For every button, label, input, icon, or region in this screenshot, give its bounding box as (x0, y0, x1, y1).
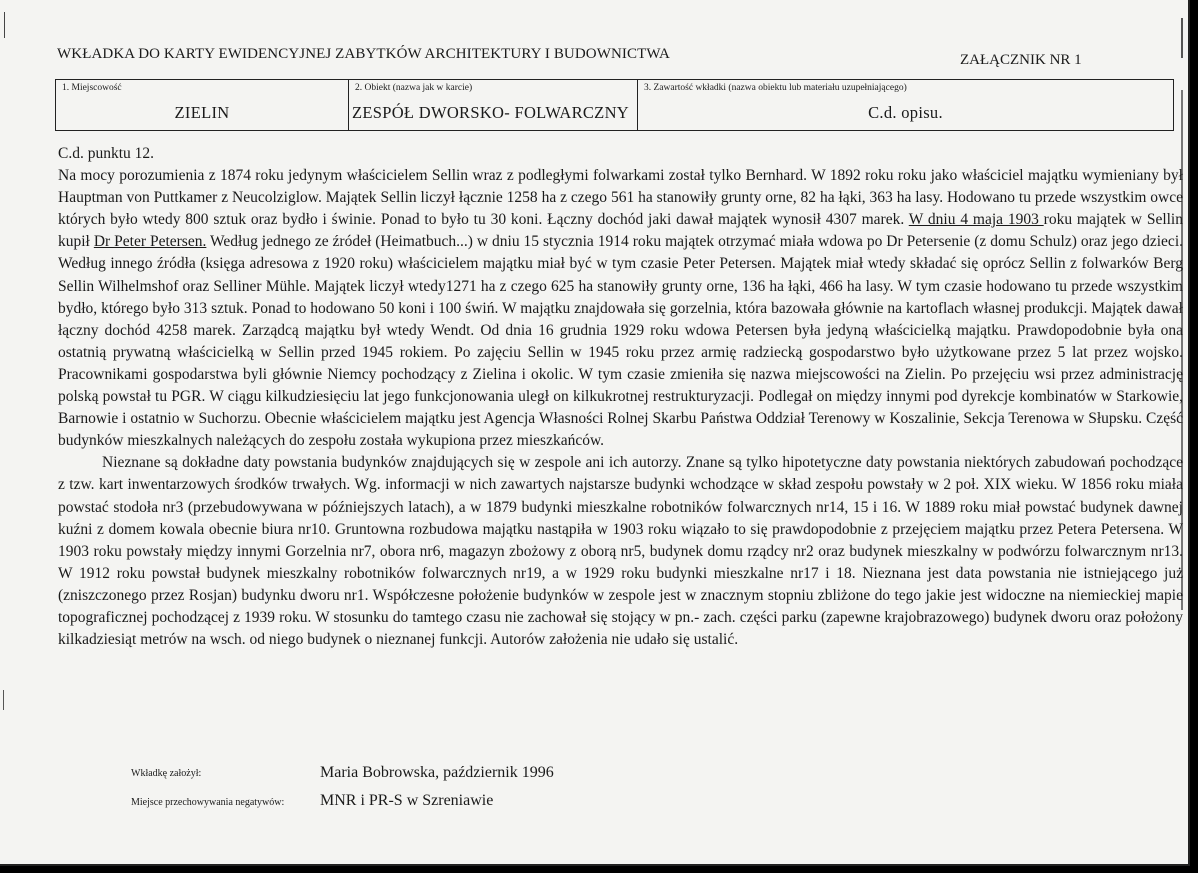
body-text: Na mocy porozumienia z 1874 roku jedynym właścicielem Sellin wraz z podległymi folwarkami został tylko Bernhard. W 1892 roku roku jako właściciel majątku wymieniany był Hauptman von Puttkamer z Neucolziglow. Majątek Sellin liczył łącznie 1258 ha z czego 561 ha stanowiły grunty orne, 82 ha łąki, 363 ha lasy. Hodowano tu przede wszystkim owce których było wtedy 800 sztuk oraz bydło i świnie. Ponad to było tu 30 koni. Łączny dochód jaki dawał majątek wynosił 4307 marek. (58, 167, 1183, 229)
body-text: Według jednego ze źródeł (Heimatbuch...) w dniu 15 stycznia 1914 roku majątek otrzymać miała wdowa po Dr Petersenie (z domu Schulz) oraz jego dzieci. Według innego źródła (księga adresowa z 1920 roku) właścicielem majątku miał być w tym czasie Peter Petersen. Majątek miał wtedy składać się oprócz Sellin z folwarków Berg Sellin Wilhelmshof oraz Selliner Mühle. Majątek liczył wtedy1271 ha z czego 625 ha stanowiły grunty orne, 136 ha łąki, 466 ha lasy. W tym czasie hodowano tu przede wszystkim bydło, którego było 313 sztuk. Ponad to hodowano 50 koni i 100 świń. W majątku znajdowała się gorzelnia, która bazowała głównie na kartoflach własnej produkcji. Majątek dawał łączny dochód 4258 marek. Zarządcą majątku był wtedy Wendt. Od dnia 16 grudnia 1929 roku wdowa Petersen była jedyną właścicielką majątku. Prawdopodobnie była ona ostatnią prywatną właścicielką w Sellin przed 1945 rokiem. Po zajęciu Sellin w 1945 roku przez armię radziecką gospodarstwo było użytkowane przez 5 lat przez wojsko. Pracownikami gospodarstwa byli głównie Niemcy pochodzący z Zielina i okolic. W tym czasie zmieniła się nazwa miejscowości na Zielin. Po przejęciu wsi przez administrację polską powstał tu PGR. W ciągu kilkudziesięciu lat jego funkcjonowania uległ on kilkukrotnej restrukturyzacji. Podlegał on między innymi pod dyrekcje kombinatów w Starkowie, Barnowie i ostatnio w Suchorzu. Obecnie właścicielem majątku jest Agencja Własności Rolnej Skarbu Państwa Oddział Terenowy w Koszalinie, Sekcja Terenowa w Słupsku. Część budynków mieszkalnych należących do zespołu została wykupiona przez mieszkańców. (58, 233, 1183, 450)
annex-number: ZAŁĄCZNIK NR 1 (960, 52, 1082, 68)
storage-value: MNR i PR-S w Szreniawie (320, 792, 494, 809)
body-paragraph-2: Nieznane są dokładne daty powstania budynków znajdujących się w zespole ani ich autorzy. Znane są tylko hipotetyczne daty powstania niektórych zabudowań pochodzące z tzw. kart inwentarzowych środków trwałych. Wg. informacji w nich zawartych najstarsze budynki wchodzące w skład zespołu powstały w 2 poł. XIX wieku. W 1856 roku miała powstać stodoła nr3 (przebudowywana w późniejszych latach), a w 1879 budynki mieszkalne robotników folwarcznych nr14, 15 i 16. W 1889 roku miał powstać budynek dawnej kuźni z domem kowala obecnie biura nr10. Gruntowna rozbudowa majątku nastąpiła w 1903 roku wiązało to się prawdopodobnie z przejęciem majątku przez Petera Petersena. W 1903 roku powstały między innymi Gorzelnia nr7, obora nr6, magazyn zbożowy z oborą nr5, budynek domu rządcy nr2 oraz budynek mieszkalny w podwórzu folwarcznym nr13. W 1912 roku powstał budynek mieszkalny robotników folwarcznych nr19, a w 1929 roku budynki mieszkalne nr17 i 18. Nieznana jest data powstania nie istniejącego już (zniszczonego przez Rosjan) budynku dworu nr1. Współczesne położenie budynków w zespole jest w znacznym stopniu zbliżone do tego jakie jest widoczne na niemieckiej mapie topograficznej pochodzącej z 1939 roku. W stosunku do tamtego czasu nie zachował się stojący w pn.- zach. części parku (zapewne krajobrazowego) budynek dworu oraz położony kilkadziesiąt metrów na wsch. od niego budynek o nieznanej funkcji. Autorów założenia nie udało się ustalić. (58, 454, 1183, 649)
field-locality (56, 80, 349, 131)
field-label: 1. Miejscowość (62, 83, 122, 93)
field-contents (638, 80, 1174, 131)
field-value: C.d. opisu. (868, 103, 943, 122)
underlined-name: Dr Peter Petersen. (93, 233, 207, 251)
field-value: ZESPÓŁ DWORSKO- FOLWARCZNY (352, 103, 629, 122)
author-label: Wkładkę założył: (131, 768, 202, 779)
author-value: Maria Bobrowska, październik 1996 (320, 764, 554, 781)
underlined-date: W dniu 4 maja 1903 (908, 211, 1044, 229)
form-fields-table (55, 79, 1174, 131)
body-intro: C.d. punktu 12. (58, 145, 155, 162)
document-body (58, 143, 1183, 651)
scan-edge-mark (4, 12, 5, 38)
body-paragraph-1 (58, 165, 1183, 452)
scan-edge-mark (3, 690, 4, 710)
field-object (349, 80, 638, 131)
form-title: WKŁADKA DO KARTY EWIDENCYJNEJ ZABYTKÓW ARCHITEKTURY I BUDOWNICTWA (57, 46, 670, 62)
storage-label: Miejsce przechowywania negatywów: (131, 797, 285, 808)
body-text: roku majątek w Sellin kupił (58, 211, 1183, 251)
field-label: 3. Zawartość wkładki (nazwa obiektu lub materiału uzupełniającego) (644, 83, 907, 93)
field-label: 2. Obiekt (nazwa jak w karcie) (355, 83, 473, 93)
scan-edge-mark (1181, 18, 1183, 58)
field-value: ZIELIN (174, 103, 230, 122)
